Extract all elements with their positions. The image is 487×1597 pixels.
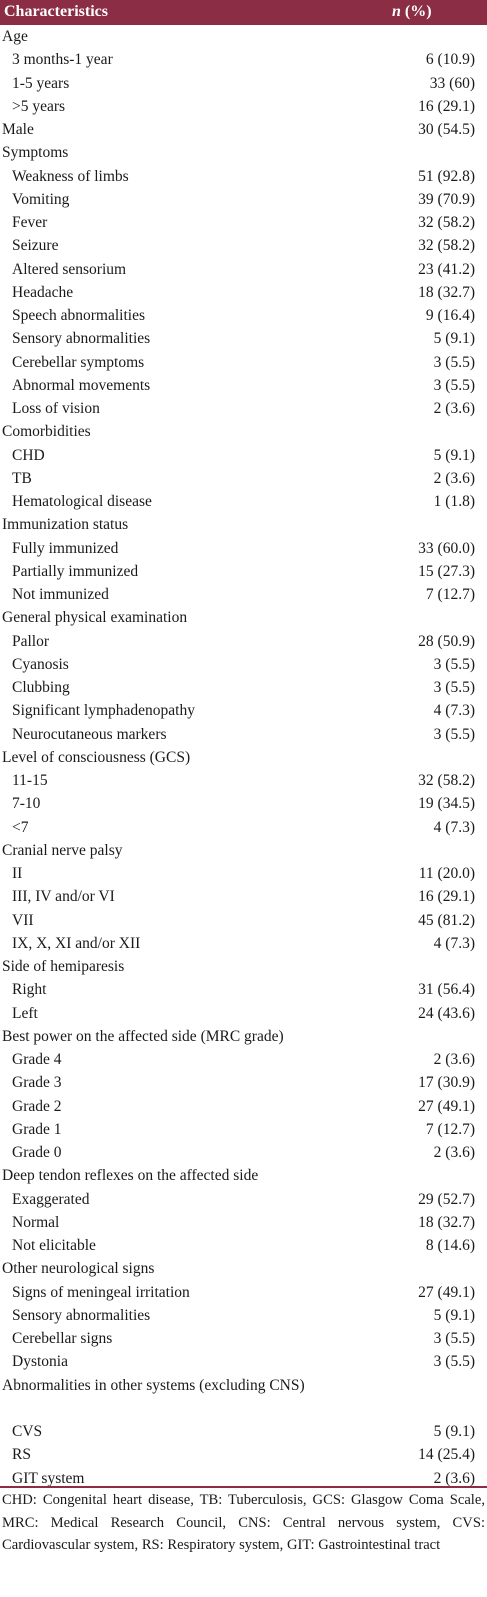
table-footnote: CHD: Congenital heart disease, TB: Tuberculosis, GCS: Glasgow Coma Scale, MRC: Medical Research Council, CNS: Central nervous system, CVS: Cardiovascular system, RS: Respiratory system, GIT: Gastrointestinal tract xyxy=(2,1492,485,1553)
row-value: 18 (32.7) xyxy=(418,1213,475,1231)
row-label: Best power on the affected side (MRC grade) xyxy=(2,1027,284,1045)
table-row xyxy=(0,909,487,932)
table-row xyxy=(0,490,487,513)
row-value: 7 (12.7) xyxy=(425,586,475,603)
row-label: Side of hemiparesis xyxy=(2,958,125,975)
table-section-row xyxy=(0,141,487,164)
row-label: Fever xyxy=(12,214,48,231)
row-label: Immunization status xyxy=(2,516,129,534)
row-label: Clubbing xyxy=(12,679,70,696)
table-row xyxy=(0,444,487,467)
row-value: 3 (5.5) xyxy=(433,725,475,743)
row-label: Weakness of limbs xyxy=(12,167,129,185)
row-value: 14 (25.4) xyxy=(418,1446,475,1464)
row-label: General physical examination xyxy=(2,609,188,627)
table-row xyxy=(0,1141,487,1164)
row-label: RS xyxy=(12,1446,31,1464)
table-row xyxy=(0,1234,487,1257)
row-value: 11 (20.0) xyxy=(418,865,475,882)
row-value: 32 (58.2) xyxy=(418,237,475,255)
row-value: 27 (49.1) xyxy=(418,1097,475,1115)
row-label: TB xyxy=(12,469,32,487)
table-row xyxy=(0,165,487,188)
row-label: Male xyxy=(2,121,34,138)
table-row xyxy=(0,885,487,908)
row-value: 23 (41.2) xyxy=(418,260,475,278)
row-label: Comorbidities xyxy=(2,423,91,441)
table-section-row xyxy=(0,839,487,862)
row-value: 30 (54.5) xyxy=(418,121,475,138)
row-label: III, IV and/or VI xyxy=(12,888,115,906)
row-label: Altered sensorium xyxy=(12,260,127,278)
row-label: Partially immunized xyxy=(12,562,139,580)
table-row xyxy=(0,281,487,304)
table-row xyxy=(0,1443,487,1466)
table-row xyxy=(0,211,487,234)
table-section-row xyxy=(0,513,487,536)
table-section-row xyxy=(0,1374,487,1421)
row-label: Sensory abnormalities xyxy=(12,330,151,348)
table-row xyxy=(0,188,487,211)
row-label: Grade 2 xyxy=(12,1097,62,1115)
row-label: 11-15 xyxy=(12,772,48,789)
row-label: 7-10 xyxy=(12,795,41,813)
header-n-percent xyxy=(392,3,432,21)
row-value: 16 (29.1) xyxy=(418,97,475,115)
table-section-row xyxy=(0,25,487,48)
table-row xyxy=(0,537,487,560)
row-label: Abnormal movements xyxy=(12,376,151,394)
table-row xyxy=(0,48,487,71)
row-label: Left xyxy=(12,1004,38,1022)
table-row xyxy=(0,1048,487,1071)
row-value: 2 (3.6) xyxy=(433,1469,475,1487)
row-value: 3 (5.5) xyxy=(433,1353,475,1371)
table-row xyxy=(0,1002,487,1025)
header-percent: (%) xyxy=(400,3,432,20)
row-value: 5 (9.1) xyxy=(433,446,475,464)
table-section-row xyxy=(0,1164,487,1187)
row-label: Symptoms xyxy=(2,144,69,162)
table-row xyxy=(0,978,487,1001)
row-value: 2 (3.6) xyxy=(433,400,475,417)
row-value: 6 (10.9) xyxy=(425,51,475,69)
table-row xyxy=(0,1350,487,1373)
row-value: 24 (43.6) xyxy=(418,1004,475,1022)
row-label: Other neurological signs xyxy=(2,1260,155,1278)
row-value: 7 (12.7) xyxy=(425,1120,475,1138)
row-label: Neurocutaneous markers xyxy=(12,725,167,743)
row-value: 32 (58.2) xyxy=(418,772,475,789)
row-label: Headache xyxy=(12,283,74,301)
table-row xyxy=(0,769,487,792)
row-value: 19 (34.5) xyxy=(418,795,475,813)
row-label: Cerebellar symptoms xyxy=(12,353,145,371)
row-value: 2 (3.6) xyxy=(433,469,475,487)
row-value: 9 (16.4) xyxy=(425,307,475,324)
table-row xyxy=(0,816,487,839)
row-value: 1 (1.8) xyxy=(433,493,475,510)
table-body xyxy=(0,25,487,1490)
row-label: GIT system xyxy=(12,1469,85,1487)
table-row xyxy=(0,1211,487,1234)
row-value: 8 (14.6) xyxy=(425,1237,475,1254)
row-label: Level of consciousness (GCS) xyxy=(2,748,191,766)
row-value: 3 (5.5) xyxy=(433,376,475,394)
row-value: 33 (60) xyxy=(429,74,475,92)
row-label: Exaggerated xyxy=(12,1190,90,1208)
row-label: CVS xyxy=(12,1423,43,1440)
table-header xyxy=(0,0,487,25)
row-label: >5 years xyxy=(12,97,66,115)
row-label: Cerebellar signs xyxy=(12,1330,113,1347)
row-value: 2 (3.6) xyxy=(433,1051,475,1068)
table-row xyxy=(0,95,487,118)
table-section-row xyxy=(0,606,487,629)
table-row xyxy=(0,304,487,327)
row-label: Pallor xyxy=(12,632,50,650)
row-value: 27 (49.1) xyxy=(418,1283,475,1301)
row-label: IX, X, XI and/or XII xyxy=(12,934,141,952)
row-value: 3 (5.5) xyxy=(433,1330,475,1347)
row-value: 4 (7.3) xyxy=(433,934,475,952)
table-row xyxy=(0,862,487,885)
row-value: 3 (5.5) xyxy=(433,655,475,673)
row-label: Grade 1 xyxy=(12,1120,62,1138)
row-label: Vomiting xyxy=(12,190,70,208)
row-value: 45 (81.2) xyxy=(418,911,475,929)
table-row xyxy=(0,1188,487,1211)
row-value: 18 (32.7) xyxy=(418,283,475,301)
table-row xyxy=(0,467,487,490)
row-value: 33 (60.0) xyxy=(418,539,475,557)
row-label: Fully immunized xyxy=(12,539,119,557)
row-value: 2 (3.6) xyxy=(433,1144,475,1161)
row-label: Abnormalities in other systems (excluding CNS) xyxy=(2,1376,305,1394)
row-value: 5 (9.1) xyxy=(433,1306,475,1324)
row-label: Seizure xyxy=(12,237,59,255)
table-row xyxy=(0,1420,487,1443)
row-label: Grade 3 xyxy=(12,1074,62,1092)
row-label: Sensory abnormalities xyxy=(12,1306,151,1324)
table-bottom-rule xyxy=(0,1486,487,1488)
table-section-row xyxy=(0,1025,487,1048)
row-value: 28 (50.9) xyxy=(418,632,475,650)
table-row xyxy=(0,1095,487,1118)
table-row xyxy=(0,699,487,722)
row-value: 39 (70.9) xyxy=(418,190,475,208)
table-section-row xyxy=(0,955,487,978)
table-row xyxy=(0,723,487,746)
row-value: 4 (7.3) xyxy=(433,702,475,720)
row-label: Not elicitable xyxy=(12,1237,96,1254)
table-row xyxy=(0,1304,487,1327)
table-row xyxy=(0,1118,487,1141)
table-row xyxy=(0,351,487,374)
header-characteristics: Characteristics xyxy=(4,3,108,20)
table-row xyxy=(0,374,487,397)
row-value: 31 (56.4) xyxy=(418,981,475,999)
row-label: <7 xyxy=(12,818,29,836)
table-section-row xyxy=(0,746,487,769)
table-row xyxy=(0,653,487,676)
row-label: Signs of meningeal irritation xyxy=(12,1283,190,1301)
row-label: Grade 4 xyxy=(12,1051,62,1068)
row-value: 5 (9.1) xyxy=(433,1423,475,1440)
header-n-italic: n xyxy=(392,3,401,20)
row-label: Not immunized xyxy=(12,586,109,603)
table-row xyxy=(0,676,487,699)
table-section-row xyxy=(0,420,487,443)
row-label: Loss of vision xyxy=(12,400,100,417)
table-row xyxy=(0,258,487,281)
table-row xyxy=(0,1281,487,1304)
table-row xyxy=(0,630,487,653)
row-label: 1-5 years xyxy=(12,74,70,92)
row-label: Significant lymphadenopathy xyxy=(12,702,195,720)
table-row xyxy=(0,1071,487,1094)
row-label: Right xyxy=(12,981,47,999)
row-label: CHD xyxy=(12,446,45,464)
table-row xyxy=(0,397,487,420)
row-value: 3 (5.5) xyxy=(433,679,475,696)
table-row xyxy=(0,792,487,815)
table-row xyxy=(0,234,487,257)
row-label: 3 months-1 year xyxy=(12,51,113,69)
table-row xyxy=(0,583,487,606)
table-row xyxy=(0,327,487,350)
row-label: Hematological disease xyxy=(12,493,152,510)
row-value: 16 (29.1) xyxy=(418,888,475,906)
table-row xyxy=(0,1327,487,1350)
row-label: Normal xyxy=(12,1213,60,1231)
table-row xyxy=(0,932,487,955)
row-label: Deep tendon reflexes on the affected side xyxy=(2,1167,259,1185)
row-value: 5 (9.1) xyxy=(433,330,475,348)
row-label: Age xyxy=(2,28,28,45)
row-label: Cyanosis xyxy=(12,655,69,673)
row-label: Grade 0 xyxy=(12,1144,62,1161)
row-value: 4 (7.3) xyxy=(433,818,475,836)
row-label: VII xyxy=(12,911,34,929)
table-row xyxy=(0,72,487,95)
row-value: 3 (5.5) xyxy=(433,353,475,371)
table-section-row xyxy=(0,1257,487,1280)
row-value: 51 (92.8) xyxy=(418,167,475,185)
table-row xyxy=(0,560,487,583)
row-label: Dystonia xyxy=(12,1353,68,1371)
row-value: 15 (27.3) xyxy=(418,562,475,580)
row-value: 32 (58.2) xyxy=(418,214,475,231)
row-label: II xyxy=(12,865,23,882)
row-value: 29 (52.7) xyxy=(418,1190,475,1208)
row-label: Cranial nerve palsy xyxy=(2,841,123,859)
row-label: Speech abnormalities xyxy=(12,307,145,324)
table-section-row xyxy=(0,118,487,141)
row-value: 17 (30.9) xyxy=(418,1074,475,1092)
